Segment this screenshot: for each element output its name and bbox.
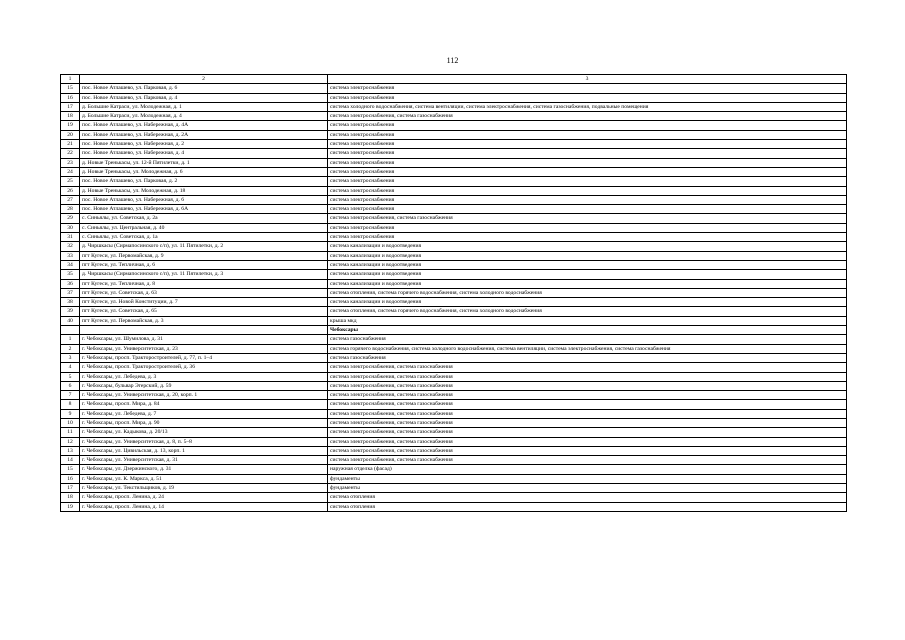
table-row [61, 418, 847, 427]
table-row [61, 121, 847, 130]
table-row [61, 437, 847, 446]
table-row [61, 270, 847, 279]
table-row [61, 149, 847, 158]
table-row [61, 391, 847, 400]
row-works: система электроснабжения [328, 233, 847, 242]
table-row [61, 84, 847, 93]
row-address: д. Большие Катраси, ул. Молодежная, д. 4 [80, 112, 328, 121]
row-address: с. Синьялы, ул. Советская, д. 1а [80, 233, 328, 242]
row-works: система электроснабжения [328, 195, 847, 204]
row-number: 34 [61, 260, 80, 269]
row-address: г. Чебоксары, просп. Тракторостроителей, д. 36 [80, 363, 328, 372]
row-address: г. Чебоксары, просп. Мира, д. 84 [80, 400, 328, 409]
row-number: 16 [61, 474, 80, 483]
row-address: пгт Кугеси, ул. Тепличная, д. 8 [80, 279, 328, 288]
row-address: пгт Кугеси, ул. Первомайская, д. 3 [80, 316, 328, 325]
row-number: 26 [61, 186, 80, 195]
row-works: система отопления, система горячего водоснабжения, система холодного водоснабжения [328, 307, 847, 316]
row-number: 3 [61, 353, 80, 362]
row-number: 1 [61, 335, 80, 344]
row-address: с. Синьялы, ул. Центральная, д. 40 [80, 223, 328, 232]
table-row [61, 353, 847, 362]
row-works: система электроснабжения [328, 177, 847, 186]
row-address: г. Чебоксары, ул. Университетская, д. 20, корп. 1 [80, 391, 328, 400]
row-address: г. Чебоксары, просп. Мира, д. 90 [80, 418, 328, 427]
row-works: система электроснабжения, система газоснабжения [328, 437, 847, 446]
row-address: г. Чебоксары, ул. Лебедева, д. 3 [80, 372, 328, 381]
table-row [61, 344, 847, 353]
table-row [61, 465, 847, 474]
row-works: система электроснабжения [328, 186, 847, 195]
row-address: д. Новые Тренькасы, ул. Молодежная, д. 6 [80, 167, 328, 176]
row-number: 13 [61, 446, 80, 455]
row-address: д. Новые Тренькасы, ул. Молодежная, д. 18 [80, 186, 328, 195]
row-works: система газоснабжения [328, 353, 847, 362]
row-address: пос. Новое Атлашево, ул. Набережная, д. 2 [80, 140, 328, 149]
table-row [61, 205, 847, 214]
row-number: 22 [61, 149, 80, 158]
row-address: г. Чебоксары, ул. Кадыкова, д. 20/13 [80, 428, 328, 437]
header-cell-number: 1 [61, 75, 80, 84]
row-works: система электроснабжения [328, 205, 847, 214]
row-works: система электроснабжения, система газоснабжения [328, 381, 847, 390]
row-number: 40 [61, 316, 80, 325]
row-works: система отопления [328, 502, 847, 511]
row-number: 30 [61, 223, 80, 232]
row-address: пгт Кугеси, ул. Тепличная, д. 6 [80, 260, 328, 269]
row-works: система электроснабжения, система газоснабжения [328, 428, 847, 437]
row-works: система канализации и водоотведения [328, 242, 847, 251]
row-address: с. Синьялы, ул. Советская, д. 2а [80, 214, 328, 223]
row-works: система отопления, система горячего водоснабжения, система холодного водоснабжения [328, 288, 847, 297]
table-row [61, 186, 847, 195]
table-row [61, 195, 847, 204]
row-number: 23 [61, 158, 80, 167]
row-address: г. Чебоксары, ул. Текстильщиков, д. 19 [80, 484, 328, 493]
table-row [61, 158, 847, 167]
table-row [61, 177, 847, 186]
table-row [61, 446, 847, 455]
row-number: 37 [61, 288, 80, 297]
table-row [61, 130, 847, 139]
row-address: пос. Новое Атлашево, ул. Парковая, д. 2 [80, 177, 328, 186]
table-row [61, 502, 847, 511]
row-address: г. Чебоксары, ул. Шумилова, д. 31 [80, 335, 328, 344]
row-works: система горячего водоснабжения, система холодного водоснабжения, система вентиляции, система электроснабжения, система газоснабжения [328, 344, 847, 353]
row-number: 33 [61, 251, 80, 260]
row-number: 12 [61, 437, 80, 446]
row-works: система электроснабжения, система газоснабжения [328, 456, 847, 465]
section-row [61, 326, 847, 335]
row-address: пгт Кугеси, ул. Первомайская, д. 9 [80, 251, 328, 260]
row-number: 31 [61, 233, 80, 242]
row-works: система электроснабжения [328, 223, 847, 232]
row-number: 29 [61, 214, 80, 223]
row-address: пгт Кугеси, ул. Советская, д. 63 [80, 288, 328, 297]
row-number: 10 [61, 418, 80, 427]
row-number: 2 [61, 344, 80, 353]
row-number: 17 [61, 102, 80, 111]
row-address: д. Большие Катраси, ул. Молодежная, д. 1 [80, 102, 328, 111]
table-row [61, 363, 847, 372]
table-row [61, 474, 847, 483]
row-works: наружная отделка (фасад) [328, 465, 847, 474]
row-number: 36 [61, 279, 80, 288]
row-works: система электроснабжения, система газоснабжения [328, 112, 847, 121]
row-works: система электроснабжения [328, 84, 847, 93]
row-works: система электроснабжения, система газоснабжения [328, 214, 847, 223]
table-row [61, 102, 847, 111]
row-address: г. Чебоксары, ул. К. Маркса, д. 51 [80, 474, 328, 483]
row-works: система электроснабжения, система газоснабжения [328, 446, 847, 455]
row-address: пос. Новое Атлашево, ул. Набережная, д. 4А [80, 121, 328, 130]
table-row [61, 316, 847, 325]
row-works: система электроснабжения [328, 93, 847, 102]
table-row [61, 409, 847, 418]
table-row [61, 233, 847, 242]
row-works: система электроснабжения, система газоснабжения [328, 391, 847, 400]
row-number: 27 [61, 195, 80, 204]
row-address: пгт Кугеси, ул. Новой Конституции, д. 7 [80, 298, 328, 307]
table-row [61, 484, 847, 493]
table-row [61, 223, 847, 232]
row-number: 16 [61, 93, 80, 102]
row-address: пос. Новое Атлашево, ул. Парковая, д. 6 [80, 84, 328, 93]
row-works: система электроснабжения [328, 130, 847, 139]
row-works: система канализации и водоотведения [328, 251, 847, 260]
row-address: пос. Новое Атлашево, ул. Набережная, д. 4 [80, 149, 328, 158]
table-row [61, 242, 847, 251]
table-row [61, 493, 847, 502]
page-number: 112 [446, 56, 459, 65]
row-works: система электроснабжения, система газоснабжения [328, 418, 847, 427]
section-title: Чебоксары [328, 326, 847, 335]
section-empty-cell [61, 326, 80, 335]
row-works: система канализации и водоотведения [328, 260, 847, 269]
row-number: 24 [61, 167, 80, 176]
table-row [61, 428, 847, 437]
row-address: д. Новые Тренькасы, ул. 12-й Пятилетки, д. 1 [80, 158, 328, 167]
row-number: 4 [61, 363, 80, 372]
table-row [61, 251, 847, 260]
row-number: 32 [61, 242, 80, 251]
row-works: система газоснабжения [328, 335, 847, 344]
table-row [61, 260, 847, 269]
table-row [61, 288, 847, 297]
row-number: 15 [61, 84, 80, 93]
table-row [61, 307, 847, 316]
row-address: г. Чебоксары, ул. Университетская, д. 23 [80, 344, 328, 353]
row-works: система электроснабжения [328, 167, 847, 176]
row-address: г. Чебоксары, ул. Дзержинского, д. 31 [80, 465, 328, 474]
row-number: 18 [61, 493, 80, 502]
row-address: г. Чебоксары, ул. Лебедева, д. 7 [80, 409, 328, 418]
row-number: 11 [61, 428, 80, 437]
row-works: система электроснабжения [328, 158, 847, 167]
row-number: 19 [61, 502, 80, 511]
row-number: 18 [61, 112, 80, 121]
row-address: пгт Кугеси, ул. Советская, д. 65 [80, 307, 328, 316]
row-number: 17 [61, 484, 80, 493]
table-row [61, 279, 847, 288]
row-address: пос. Новое Атлашево, ул. Набережная, д. 6 [80, 195, 328, 204]
row-number: 25 [61, 177, 80, 186]
row-address: г. Чебоксары, просп. Ленина, д. 14 [80, 502, 328, 511]
row-number: 15 [61, 465, 80, 474]
works-table [60, 74, 847, 512]
row-works: крыша мкд [328, 316, 847, 325]
row-works: система электроснабжения [328, 140, 847, 149]
row-works: система электроснабжения [328, 121, 847, 130]
row-address: г. Чебоксары, просп. Ленина, д. 24 [80, 493, 328, 502]
row-works: система отопления [328, 493, 847, 502]
row-number: 9 [61, 409, 80, 418]
row-works: система канализации и водоотведения [328, 279, 847, 288]
row-works: система электроснабжения, система газоснабжения [328, 400, 847, 409]
row-number: 20 [61, 130, 80, 139]
table-row [61, 372, 847, 381]
row-number: 19 [61, 121, 80, 130]
row-works: система канализации и водоотведения [328, 270, 847, 279]
row-address: пос. Новое Атлашево, ул. Парковая, д. 4 [80, 93, 328, 102]
header-cell-address: 2 [80, 75, 328, 84]
row-works: система холодного водоснабжения, система вентиляции, система электроснабжения, система газоснабжения, подвальные помещения [328, 102, 847, 111]
row-number: 38 [61, 298, 80, 307]
table-row [61, 112, 847, 121]
header-cell-works: 3 [328, 75, 847, 84]
table-row [61, 167, 847, 176]
row-works: система электроснабжения [328, 149, 847, 158]
row-works: фундаменты [328, 484, 847, 493]
row-works: фундаменты [328, 474, 847, 483]
row-address: г. Чебоксары, ул. Цивильская, д. 13, корп. 1 [80, 446, 328, 455]
row-number: 8 [61, 400, 80, 409]
row-works: система электроснабжения, система газоснабжения [328, 372, 847, 381]
section-empty-cell [80, 326, 328, 335]
row-number: 7 [61, 391, 80, 400]
row-number: 39 [61, 307, 80, 316]
table-row [61, 298, 847, 307]
header-row [61, 75, 847, 84]
row-number: 14 [61, 456, 80, 465]
row-address: д. Чиршкасы (Сирмапосинского с/п), ул. 11 Пятилетки, д. 3 [80, 270, 328, 279]
row-number: 21 [61, 140, 80, 149]
row-address: г. Чебоксары, ул. Университетская, д. 31 [80, 456, 328, 465]
row-address: пос. Новое Атлашево, ул. Набережная, д. 2А [80, 130, 328, 139]
row-address: д. Чиршкасы (Сирмапосинского с/п), ул. 11 Пятилетки, д. 2 [80, 242, 328, 251]
table-row [61, 381, 847, 390]
row-address: г. Чебоксары, просп. Тракторостроителей, д. 77, п. 1–4 [80, 353, 328, 362]
row-works: система электроснабжения, система газоснабжения [328, 409, 847, 418]
table-row [61, 93, 847, 102]
row-number: 5 [61, 372, 80, 381]
table-row [61, 214, 847, 223]
row-address: г. Чебоксары, бульвар Эгерский, д. 59 [80, 381, 328, 390]
row-number: 35 [61, 270, 80, 279]
table-row [61, 335, 847, 344]
table-body [61, 75, 847, 512]
row-address: г. Чебоксары, ул. Университетская, д. 8, п. 5–8 [80, 437, 328, 446]
table-row [61, 456, 847, 465]
table-row [61, 400, 847, 409]
row-works: система канализации и водоотведения [328, 298, 847, 307]
row-works: система электроснабжения, система газоснабжения [328, 363, 847, 372]
table-row [61, 140, 847, 149]
row-number: 6 [61, 381, 80, 390]
row-number: 28 [61, 205, 80, 214]
row-address: пос. Новое Атлашево, ул. Набережная, д. 6А [80, 205, 328, 214]
